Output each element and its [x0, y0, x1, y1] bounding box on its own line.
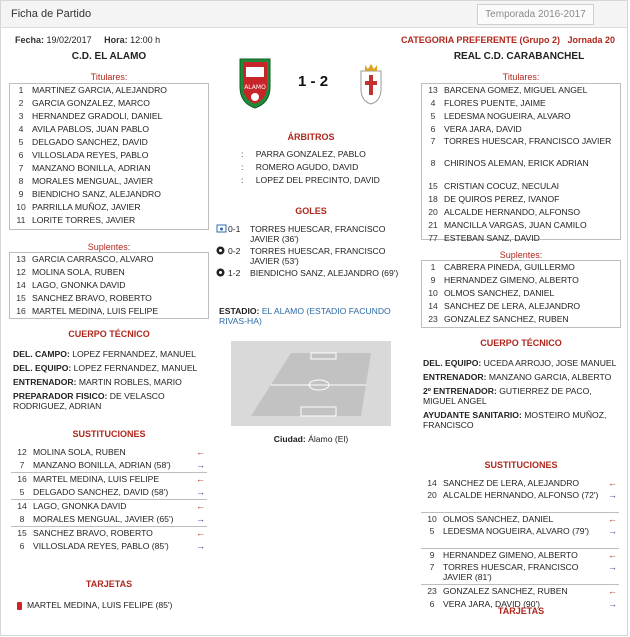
player-row[interactable] — [10, 162, 208, 175]
referee-bullet: : — [241, 149, 246, 159]
player-number: 12 — [16, 267, 26, 277]
player-number: 10 — [428, 288, 438, 298]
substitution-row[interactable] — [421, 526, 619, 548]
sub-player-name[interactable]: HERNANDEZ GIMENO, ALBERTO — [443, 550, 578, 560]
player-name[interactable]: DE QUIROS PEREZ, IVANOF — [444, 194, 560, 204]
referee-row — [241, 148, 411, 161]
referee-name: LOPEZ DEL PRECINTO, DAVID — [255, 175, 380, 185]
player-name[interactable]: PARRILLA MUÑOZ, JAVIER — [32, 202, 141, 212]
sub-number: 8 — [19, 514, 25, 524]
substitution-row[interactable] — [421, 490, 619, 512]
referee-name: ROMERO AGUDO, DAVID — [255, 162, 359, 172]
goal-score: 0-1 — [228, 224, 241, 234]
staff-row — [13, 363, 213, 373]
player-number: 8 — [430, 158, 436, 168]
referee-name: PARRA GONZALEZ, PABLO — [255, 149, 366, 159]
category-jornada: CATEGORIA PREFERENTE (Grupo 2) Jornada 20 — [400, 35, 615, 45]
player-number: 7 — [18, 163, 24, 173]
arrow-right-icon: → — [196, 541, 205, 551]
player-name[interactable]: OLMOS SANCHEZ, DANIEL — [444, 288, 555, 298]
goal-scorer[interactable]: TORRES HUESCAR, FRANCISCO JAVIER (36') — [250, 224, 386, 244]
player-row[interactable] — [10, 136, 208, 149]
arrow-left-icon: ← — [196, 474, 205, 484]
player-number: 6 — [430, 124, 436, 134]
red-card-icon — [17, 602, 22, 610]
player-number: 13 — [428, 85, 438, 95]
away-subs-list — [421, 477, 619, 611]
sub-number: 15 — [17, 528, 27, 538]
player-name[interactable]: TORRES HUESCAR, FRANCISCO JAVIER — [444, 136, 612, 146]
sub-player-name[interactable]: SANCHEZ DE LERA, ALEJANDRO — [443, 478, 580, 488]
player-row[interactable] — [422, 84, 620, 97]
sub-player-name[interactable]: OLMOS SANCHEZ, DANIEL — [443, 514, 554, 524]
away-suplentes-label: Suplentes: — [499, 250, 543, 260]
player-row[interactable] — [422, 158, 620, 180]
player-number: 15 — [428, 181, 438, 191]
player-name[interactable]: SANCHEZ BRAVO, ROBERTO — [32, 293, 152, 303]
staff-label: 2º ENTRENADOR: — [423, 386, 497, 396]
staff-value: DE VELASCO RODRIGUEZ, ADRIAN — [13, 391, 165, 411]
sub-number: 5 — [429, 526, 435, 536]
player-name[interactable]: GONZALEZ SANCHEZ, RUBEN — [444, 314, 569, 324]
substitution-row[interactable] — [11, 446, 207, 459]
sub-player-name[interactable]: TORRES HUESCAR, FRANCISCO JAVIER (81') — [443, 562, 579, 582]
player-name[interactable]: MANCILLA VARGAS, JUAN CAMILO — [444, 220, 587, 230]
arrow-right-icon: → — [608, 490, 617, 500]
home-cards-title: TARJETAS — [85, 579, 133, 589]
player-row[interactable] — [422, 287, 620, 300]
player-name[interactable]: ESTEBAN SANZ, DAVID — [444, 233, 540, 243]
player-name[interactable]: CHIRINOS ALEMAN, ERICK ADRIAN — [444, 158, 589, 168]
player-row[interactable] — [10, 123, 208, 136]
sub-number: 6 — [19, 541, 25, 551]
substitution-row[interactable] — [11, 486, 207, 499]
player-row[interactable] — [10, 110, 208, 123]
away-starters-list — [421, 83, 621, 243]
goal-row — [216, 224, 416, 244]
player-name[interactable]: VILLOSLADA REYES, PABLO — [32, 150, 149, 160]
season-selector[interactable]: Temporada 2016-2017 — [477, 4, 594, 25]
staff-row — [423, 410, 619, 430]
staff-value: LOPEZ FERNANDEZ, MANUEL — [71, 363, 198, 373]
sub-number: 14 — [427, 478, 437, 488]
player-row[interactable] — [422, 232, 620, 245]
player-name[interactable]: LEDESMA NOGUEIRA, ALVARO — [444, 111, 571, 121]
arrow-right-icon: → — [608, 599, 617, 609]
player-row[interactable] — [422, 274, 620, 287]
sub-player-name[interactable]: SANCHEZ BRAVO, ROBERTO — [33, 528, 153, 538]
player-number: 8 — [18, 176, 24, 186]
player-name[interactable]: AVILA PABLOS, JUAN PABLO — [32, 124, 150, 134]
sub-player-name[interactable]: LAGO, GNONKA DAVID — [33, 501, 127, 511]
player-number: 3 — [18, 111, 24, 121]
sub-player-name[interactable]: ALCALDE HERNANDO, ALFONSO (72') — [443, 490, 599, 500]
staff-value: UCEDA ARROJO, JOSE MANUEL — [481, 358, 617, 368]
substitution-row[interactable] — [11, 540, 207, 553]
substitution-row[interactable] — [11, 472, 207, 486]
home-subs-list — [11, 446, 207, 553]
player-row[interactable] — [422, 110, 620, 123]
arrow-left-icon: ← — [608, 550, 617, 560]
player-row[interactable] — [422, 313, 620, 326]
player-number: 23 — [428, 314, 438, 324]
substitution-row[interactable] — [11, 526, 207, 540]
substitution-row[interactable] — [11, 499, 207, 513]
player-name[interactable]: HERNANDEZ GIMENO, ALBERTO — [444, 275, 579, 285]
sub-number: 9 — [429, 550, 435, 560]
stadium-info: ESTADIO: EL ALAMO (ESTADIO FACUNDO RIVAS-HA) — [219, 306, 391, 326]
sub-number: 14 — [17, 501, 27, 511]
arrow-right-icon: → — [608, 562, 617, 572]
sub-number: 5 — [19, 487, 25, 497]
sub-number: 6 — [429, 599, 435, 609]
away-staff-title: CUERPO TÉCNICO — [480, 338, 562, 348]
staff-row — [423, 372, 619, 382]
staff-value: MOSTEIRO MUÑOZ, FRANCISCO — [423, 410, 607, 430]
match-date: Fecha: 19/02/2017 Hora: 12:00 h — [15, 35, 161, 45]
stadium-link[interactable]: EL ALAMO (ESTADIO FACUNDO RIVAS-HA) — [219, 306, 391, 326]
sub-player-name[interactable]: MANZANO BONILLA, ADRIAN (58') — [33, 460, 171, 470]
home-bench-list — [9, 252, 209, 319]
player-name[interactable]: BARCENA GOMEZ, MIGUEL ANGEL — [444, 85, 588, 95]
player-name[interactable]: MARTEL MEDINA, LUIS FELIPE — [32, 306, 159, 316]
arrow-left-icon: ← — [608, 514, 617, 524]
sub-number: 16 — [17, 474, 27, 484]
svg-text:ALAMO: ALAMO — [244, 84, 266, 91]
player-name[interactable]: CRISTIAN COCUZ, NECULAI — [444, 181, 560, 191]
goal-row — [216, 268, 416, 279]
ball-icon — [216, 246, 228, 266]
goals-list — [216, 224, 416, 281]
sub-player-name[interactable]: LEDESMA NOGUEIRA, ALVARO (79') — [443, 526, 590, 536]
player-name[interactable]: MOLINA SOLA, RUBEN — [32, 267, 125, 277]
goals-title: GOLES — [295, 206, 327, 216]
player-number: 6 — [18, 150, 24, 160]
referee-bullet: : — [241, 162, 246, 172]
page-title: Ficha de Partido — [11, 8, 92, 20]
sub-number: 7 — [429, 562, 435, 572]
player-row[interactable] — [10, 201, 208, 214]
substitution-row[interactable] — [421, 548, 619, 562]
staff-row — [13, 377, 213, 387]
player-name[interactable]: SANCHEZ DE LERA, ALEJANDRO — [444, 301, 581, 311]
card-player-name: MARTEL MEDINA, LUIS FELIPE (85') — [27, 600, 173, 610]
sub-number: 7 — [19, 460, 25, 470]
player-number: 13 — [16, 254, 26, 264]
ball-icon — [216, 268, 228, 279]
home-staff-title: CUERPO TÉCNICO — [68, 329, 150, 339]
player-row[interactable] — [10, 253, 208, 266]
sub-number: 20 — [427, 490, 437, 500]
staff-label: PREPARADOR FISICO: — [13, 391, 108, 401]
player-name[interactable]: LAGO, GNONKA DAVID — [32, 280, 126, 290]
player-number: 21 — [428, 220, 438, 230]
away-team-name: REAL C.D. CARABANCHEL — [453, 51, 585, 62]
sub-player-name[interactable]: DELGADO SANCHEZ, DAVID (58') — [33, 487, 169, 497]
staff-label: ENTRENADOR: — [13, 377, 77, 387]
player-row[interactable] — [422, 261, 620, 274]
home-subs-title: SUSTITUCIONES — [72, 429, 146, 439]
player-name[interactable]: FLORES PUENTE, JAIME — [444, 98, 546, 108]
player-number: 77 — [428, 233, 438, 243]
player-number: 16 — [16, 306, 26, 316]
sub-player-name[interactable]: GONZALEZ SANCHEZ, RUBEN — [443, 586, 568, 596]
player-number: 10 — [16, 202, 26, 212]
player-number: 11 — [16, 215, 26, 225]
staff-value: MARTIN ROBLES, MARIO — [76, 377, 182, 387]
sub-player-name[interactable]: VERA JARA, DAVID (90') — [443, 599, 540, 609]
player-row[interactable] — [10, 292, 208, 305]
card-row — [17, 600, 213, 610]
player-name[interactable]: MARTINEZ GARCIA, ALEJANDRO — [32, 85, 167, 95]
arrow-right-icon: → — [608, 526, 617, 536]
player-row[interactable] — [422, 193, 620, 206]
player-row[interactable] — [10, 175, 208, 188]
player-number: 20 — [428, 207, 438, 217]
arrow-left-icon: ← — [608, 586, 617, 596]
player-row[interactable] — [422, 300, 620, 313]
sub-number: 10 — [427, 514, 437, 524]
player-number: 9 — [18, 189, 24, 199]
staff-value: GUTIERREZ DE PACO, MIGUEL ANGEL — [423, 386, 592, 406]
player-number: 4 — [430, 98, 436, 108]
away-cards-title: TARJETAS — [497, 606, 545, 616]
staff-label: DEL. EQUIPO: — [13, 363, 72, 373]
player-row[interactable] — [10, 188, 208, 201]
player-row[interactable] — [10, 214, 208, 227]
player-number: 5 — [18, 137, 24, 147]
home-staff — [13, 349, 213, 415]
player-name[interactable]: MORALES MENGUAL, JAVIER — [32, 176, 154, 186]
referees-title: ÁRBITROS — [287, 132, 335, 142]
player-row[interactable] — [10, 97, 208, 110]
player-name[interactable]: CABRERA PINEDA, GUILLERMO — [444, 262, 575, 272]
player-name[interactable]: GARCIA GONZALEZ, MARCO — [32, 98, 150, 108]
substitution-row[interactable] — [11, 513, 207, 526]
arrow-left-icon: ← — [608, 478, 617, 488]
player-number: 18 — [428, 194, 438, 204]
away-staff — [423, 358, 619, 434]
player-row[interactable] — [422, 136, 620, 158]
player-number: 15 — [16, 293, 26, 303]
player-number: 9 — [430, 275, 436, 285]
goal-score: 1-2 — [228, 268, 241, 278]
staff-label: DEL. CAMPO: — [13, 349, 70, 359]
goal-score: 0-2 — [228, 246, 241, 256]
player-name[interactable]: HERNANDEZ GRADOLI, DANIEL — [32, 111, 163, 121]
header-bar — [1, 1, 627, 28]
arrow-right-icon: → — [196, 487, 205, 497]
player-number: 2 — [18, 98, 24, 108]
score: 1 - 2 — [298, 73, 329, 90]
player-name[interactable]: ALCALDE HERNANDO, ALFONSO — [444, 207, 581, 217]
player-row[interactable] — [10, 84, 208, 97]
player-number: 14 — [428, 301, 438, 311]
staff-value: LOPEZ FERNANDEZ, MANUEL — [69, 349, 196, 359]
player-name[interactable]: LORITE TORRES, JAVIER — [32, 215, 136, 225]
away-bench-list — [421, 260, 621, 328]
player-number: 1 — [430, 262, 436, 272]
sub-player-name[interactable]: MORALES MENGUAL, JAVIER (65') — [33, 514, 174, 524]
player-row[interactable] — [10, 149, 208, 162]
referee-bullet: : — [241, 175, 246, 185]
substitution-row[interactable] — [11, 459, 207, 472]
player-name[interactable]: MANZANO BONILLA, ADRIAN — [32, 163, 151, 173]
player-number: 1 — [18, 85, 24, 95]
home-suplentes-label: Suplentes: — [87, 242, 131, 252]
arrow-left-icon: ← — [196, 447, 205, 457]
arrow-left-icon: ← — [196, 528, 205, 538]
goal-scorer[interactable]: TORRES HUESCAR, FRANCISCO JAVIER (53') — [250, 246, 386, 266]
away-titulares-label: Titulares: — [502, 72, 540, 82]
player-name[interactable]: VERA JARA, DAVID — [444, 124, 522, 134]
player-row[interactable] — [10, 266, 208, 279]
player-row[interactable] — [422, 97, 620, 110]
player-row[interactable] — [422, 180, 620, 193]
substitution-row[interactable] — [421, 512, 619, 526]
referee-row — [241, 161, 411, 174]
home-cards-list — [17, 600, 213, 610]
sub-player-name[interactable]: MOLINA SOLA, RUBEN — [33, 447, 126, 457]
player-row[interactable] — [422, 219, 620, 232]
player-row[interactable] — [10, 305, 208, 318]
sub-player-name[interactable]: MARTEL MEDINA, LUIS FELIPE — [33, 474, 160, 484]
staff-label: DEL. EQUIPO: — [423, 358, 482, 368]
player-number: 14 — [16, 280, 26, 290]
staff-label: AYUDANTE SANITARIO: — [423, 410, 522, 420]
staff-row — [423, 358, 619, 368]
player-row[interactable] — [10, 279, 208, 292]
home-shield — [238, 57, 272, 111]
staff-row — [13, 391, 213, 411]
staff-row — [423, 386, 619, 406]
player-row[interactable] — [422, 123, 620, 136]
staff-label: ENTRENADOR: — [423, 372, 487, 382]
goal-row — [216, 246, 416, 266]
away-subs-title: SUSTITUCIONES — [484, 460, 558, 470]
player-number: 7 — [430, 136, 436, 146]
staff-row — [13, 349, 213, 359]
player-row[interactable] — [422, 206, 620, 219]
player-number: 5 — [430, 111, 436, 121]
player-number: 4 — [18, 124, 24, 134]
home-titulares-label: Titulares: — [90, 72, 128, 82]
arrow-right-icon: → — [196, 460, 205, 470]
referee-row — [241, 174, 411, 187]
stadium-map[interactable] — [231, 341, 391, 426]
player-name[interactable]: GARCIA CARRASCO, ALVARO — [32, 254, 154, 264]
home-team-name: C.D. EL ALAMO — [71, 51, 147, 62]
staff-value: MANZANO GARCIA, ALBERTO — [486, 372, 612, 382]
home-starters-list — [9, 83, 209, 230]
arrow-left-icon: ← — [196, 501, 205, 511]
sub-number: 12 — [17, 447, 27, 457]
sub-number: 23 — [427, 586, 437, 596]
city-info: Ciudad: Álamo (El) — [273, 434, 349, 444]
arrow-right-icon: → — [196, 514, 205, 524]
player-name[interactable]: DELGADO SANCHEZ, DAVID — [32, 137, 148, 147]
substitution-row[interactable] — [421, 477, 619, 490]
goal-scorer[interactable]: BIENDICHO SANZ, ALEJANDRO (69') — [250, 268, 399, 278]
penalty-icon — [216, 224, 228, 244]
player-name[interactable]: BIENDICHO SANZ, ALEJANDRO — [32, 189, 161, 199]
away-shield — [357, 63, 385, 107]
substitution-row[interactable] — [421, 562, 619, 584]
sub-player-name[interactable]: VILLOSLADA REYES, PABLO (85') — [33, 541, 169, 551]
referees-list — [241, 148, 411, 187]
substitution-row[interactable] — [421, 584, 619, 598]
